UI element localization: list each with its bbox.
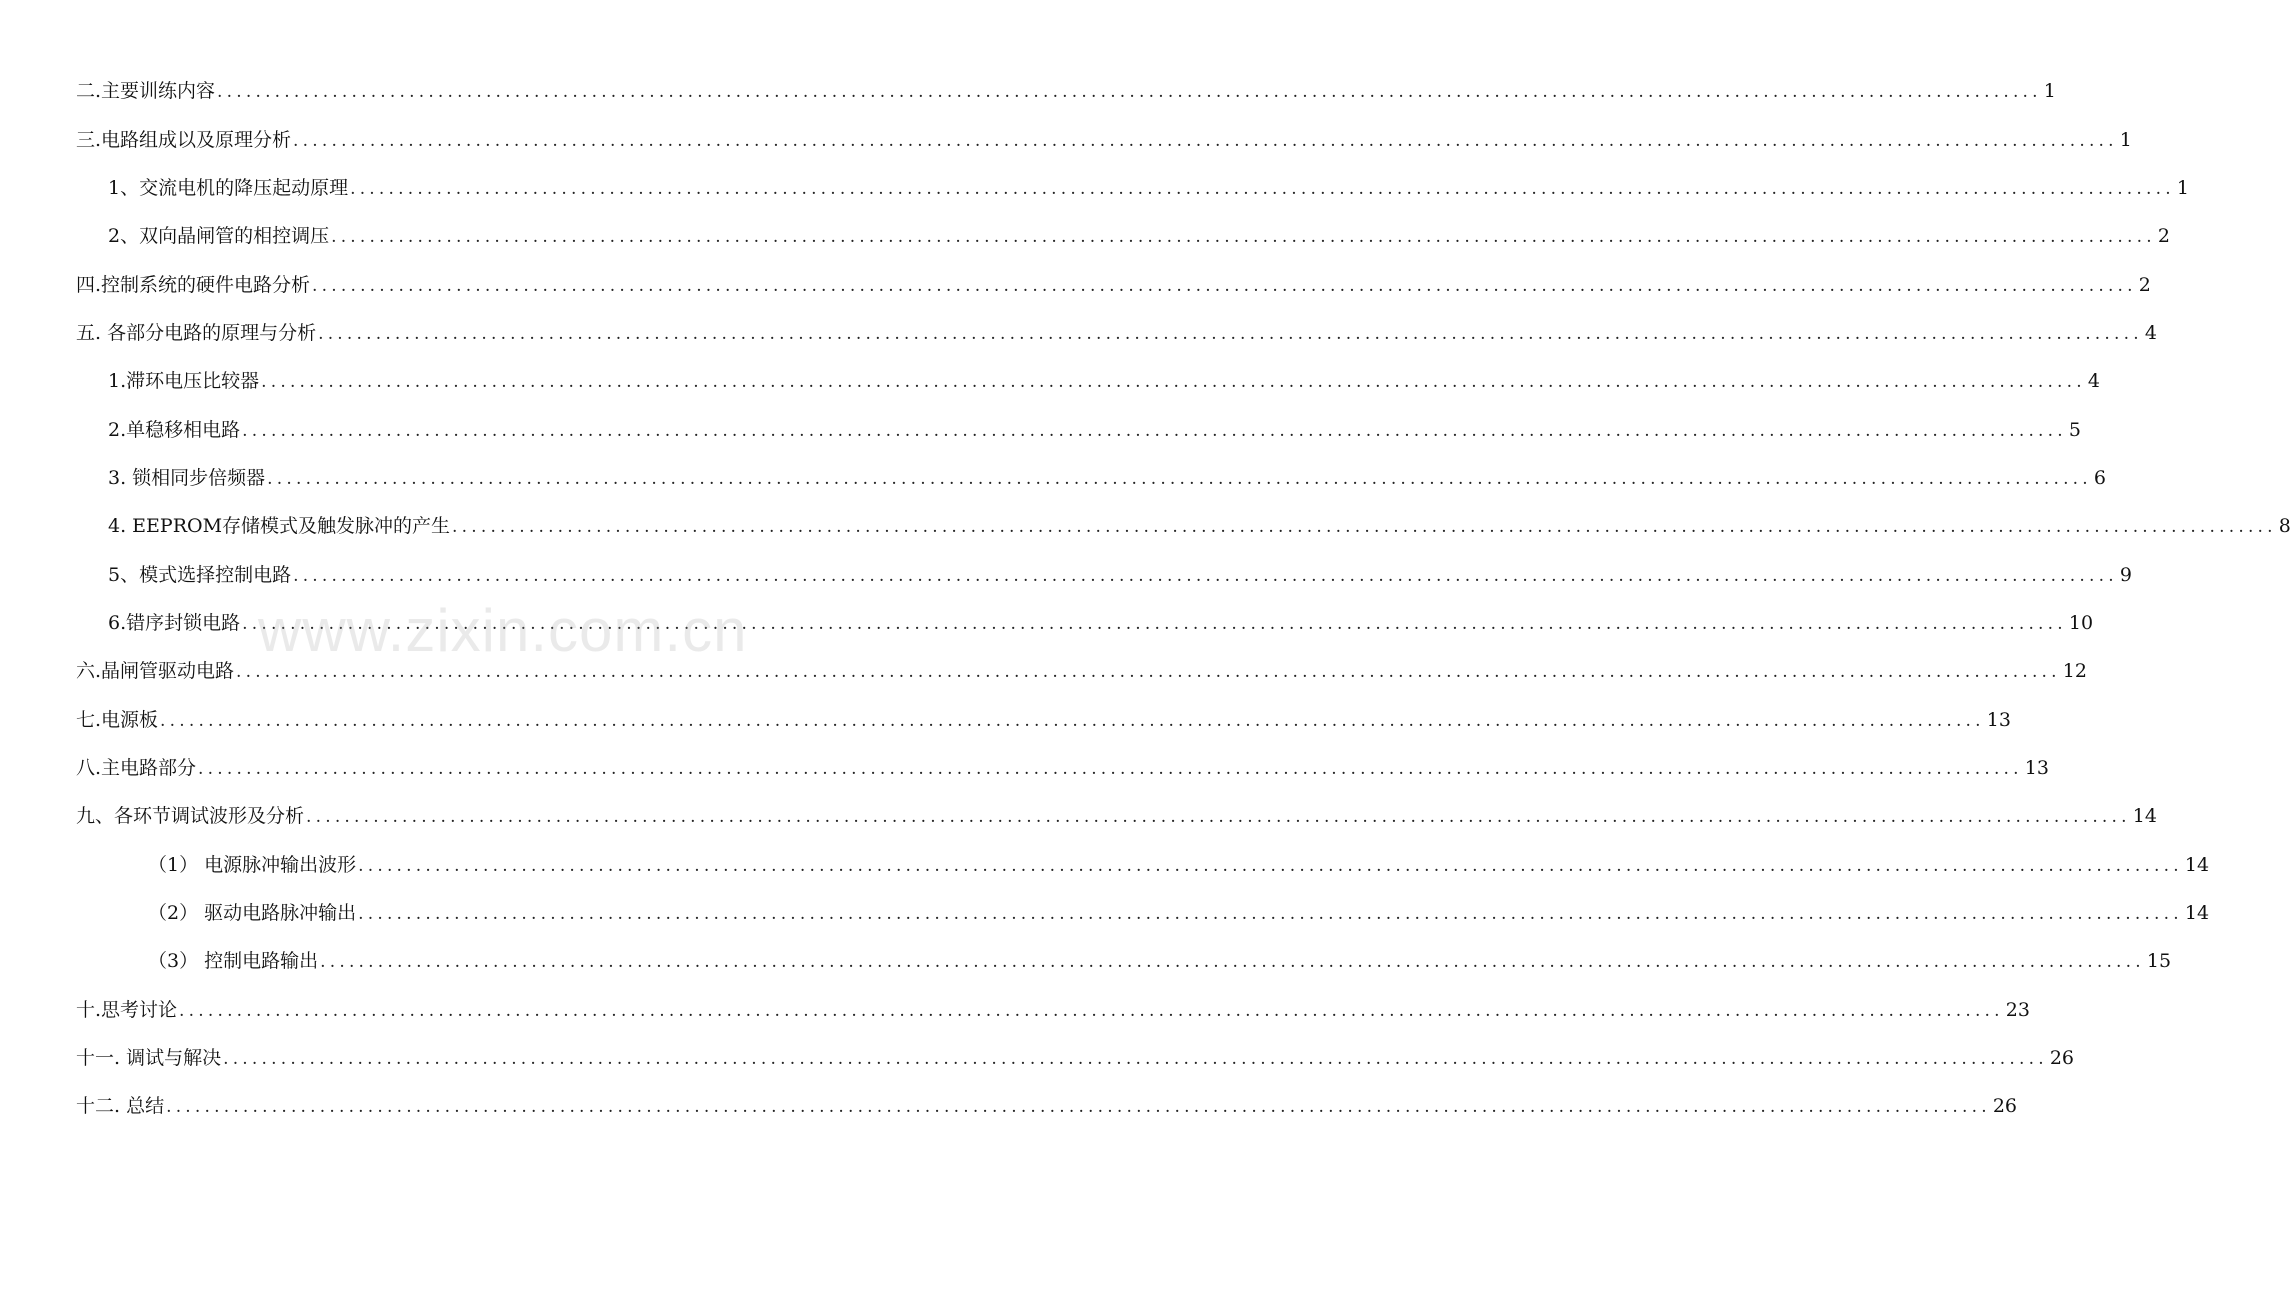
- toc-entry-title: 三.电路组成以及原理分析: [76, 128, 292, 151]
- toc-entry-page: 4: [2144, 321, 2157, 344]
- toc-entry-page: 12: [2062, 660, 2087, 683]
- toc-entry-title: 五. 各部分电路的原理与分析: [76, 321, 317, 344]
- toc-entry-title: 5、模式选择控制电路: [108, 563, 292, 586]
- toc-entry-page: 14: [2184, 853, 2210, 876]
- toc-entry[interactable]: [76, 937, 2172, 985]
- dot-leader: ..............................................................................................................................................................................................: [267, 468, 2092, 489]
- toc-entry-page: 4: [2087, 370, 2100, 393]
- toc-entry-page: 6: [2093, 466, 2106, 489]
- dot-leader: ..............................................................................................................................................................................................: [261, 372, 2086, 393]
- dot-leader: ..............................................................................................................................................................................................: [179, 1000, 2004, 1021]
- toc-entry[interactable]: [76, 599, 2094, 647]
- toc-entry[interactable]: [76, 260, 2151, 308]
- toc-entry-title: 2.单稳移相电路: [108, 418, 241, 441]
- toc-entry[interactable]: [76, 212, 2170, 260]
- dot-leader: ..............................................................................................................................................................................................: [331, 227, 2156, 248]
- toc-entry-title: 1、交流电机的降压起动原理: [108, 176, 349, 199]
- toc-entry[interactable]: [76, 792, 2157, 840]
- toc-entry-title: （2） 驱动电路脉冲输出: [148, 902, 357, 925]
- toc-entry-page: 8: [2278, 515, 2291, 538]
- toc-entry-title: 1.滞环电压比较器: [108, 370, 260, 393]
- toc-entry[interactable]: [76, 889, 2210, 937]
- dot-leader: ..............................................................................................................................................................................................: [223, 1049, 2048, 1070]
- toc-entry-title: 六.晶闸管驱动电路: [76, 660, 235, 683]
- toc-entry-title: 4. EEPROM存储模式及触发脉冲的产生: [108, 515, 451, 538]
- toc-entry[interactable]: [76, 695, 2011, 743]
- toc-entry-title: 3. 锁相同步倍频器: [108, 466, 266, 489]
- dot-leader: ..............................................................................................................................................................................................: [358, 904, 2183, 925]
- toc-entry-title: 九、各环节调试波形及分析: [76, 805, 305, 828]
- toc-entry-title: （3） 控制电路输出: [148, 950, 319, 973]
- toc-entry-page: 1: [2119, 128, 2132, 151]
- toc-entry-title: 十二. 总结: [76, 1095, 165, 1118]
- toc-entry-title: 十.思考讨论: [76, 998, 178, 1021]
- toc-entry-page: 23: [2005, 998, 2030, 1021]
- toc-entry-page: 9: [2119, 563, 2132, 586]
- toc-entry-page: 1: [2043, 80, 2056, 103]
- toc-entry-title: 二.主要训练内容: [76, 80, 216, 103]
- dot-leader: ..............................................................................................................................................................................................: [242, 613, 2067, 634]
- toc-entry-title: 八.主电路部分: [76, 756, 197, 779]
- toc-entry[interactable]: [76, 550, 2132, 598]
- dot-leader: ..............................................................................................................................................................................................: [452, 517, 2277, 538]
- dot-leader: ..............................................................................................................................................................................................: [166, 1097, 1991, 1118]
- toc-entry[interactable]: [76, 1034, 2075, 1082]
- toc-entry[interactable]: [76, 309, 2157, 357]
- toc-entry[interactable]: [76, 502, 2291, 550]
- toc-entry[interactable]: [76, 164, 2189, 212]
- toc-entry[interactable]: [76, 67, 2056, 115]
- dot-leader: ..............................................................................................................................................................................................: [198, 758, 2023, 779]
- toc-entry-title: 七.电源板: [76, 708, 159, 731]
- toc-entry-page: 26: [1992, 1095, 2018, 1118]
- dot-leader: ..............................................................................................................................................................................................: [320, 952, 2145, 973]
- toc-entry[interactable]: [76, 1082, 2018, 1130]
- toc-entry[interactable]: [76, 357, 2100, 405]
- toc-entry-title: 十一. 调试与解决: [76, 1047, 222, 1070]
- toc-entry[interactable]: [76, 841, 2210, 889]
- toc-entry-title: 6.错序封锁电路: [108, 611, 241, 634]
- toc-entry-page: 2: [2138, 273, 2151, 296]
- toc-entry-page: 15: [2146, 950, 2172, 973]
- toc-entry-title: 2、双向晶闸管的相控调压: [108, 225, 330, 248]
- toc-entry-title: （1） 电源脉冲输出波形: [148, 853, 357, 876]
- toc-entry[interactable]: [76, 986, 2030, 1034]
- toc-entry-page: 14: [2132, 805, 2157, 828]
- dot-leader: ..............................................................................................................................................................................................: [350, 178, 2175, 199]
- dot-leader: ..............................................................................................................................................................................................: [293, 130, 2118, 151]
- toc-entry-page: 10: [2068, 611, 2094, 634]
- dot-leader: ..............................................................................................................................................................................................: [217, 82, 2042, 103]
- toc-entry[interactable]: [76, 454, 2106, 502]
- dot-leader: ..............................................................................................................................................................................................: [236, 662, 2061, 683]
- toc-entry[interactable]: [76, 405, 2081, 453]
- toc-entry-page: 13: [1986, 708, 2011, 731]
- dot-leader: ..............................................................................................................................................................................................: [242, 420, 2067, 441]
- toc-entry[interactable]: [76, 115, 2132, 163]
- toc-entry-page: 5: [2068, 418, 2081, 441]
- toc-entry[interactable]: [76, 647, 2087, 695]
- toc-entry-page: 14: [2184, 902, 2210, 925]
- toc-entry-page: 1: [2176, 176, 2189, 199]
- dot-leader: ..............................................................................................................................................................................................: [358, 855, 2183, 876]
- toc-entry-title: 四.控制系统的硬件电路分析: [76, 273, 311, 296]
- dot-leader: ..............................................................................................................................................................................................: [312, 275, 2137, 296]
- dot-leader: ..............................................................................................................................................................................................: [306, 807, 2131, 828]
- toc-entry-page: 26: [2049, 1047, 2075, 1070]
- toc-entry[interactable]: [76, 744, 2049, 792]
- watermark: www.zixin.com.cn: [258, 597, 748, 664]
- dot-leader: ..............................................................................................................................................................................................: [318, 323, 2143, 344]
- dot-leader: ..............................................................................................................................................................................................: [160, 710, 1985, 731]
- table-of-contents: [76, 67, 2291, 1131]
- toc-entry-page: 2: [2157, 225, 2170, 248]
- toc-entry-page: 13: [2024, 756, 2049, 779]
- dot-leader: ..............................................................................................................................................................................................: [293, 565, 2118, 586]
